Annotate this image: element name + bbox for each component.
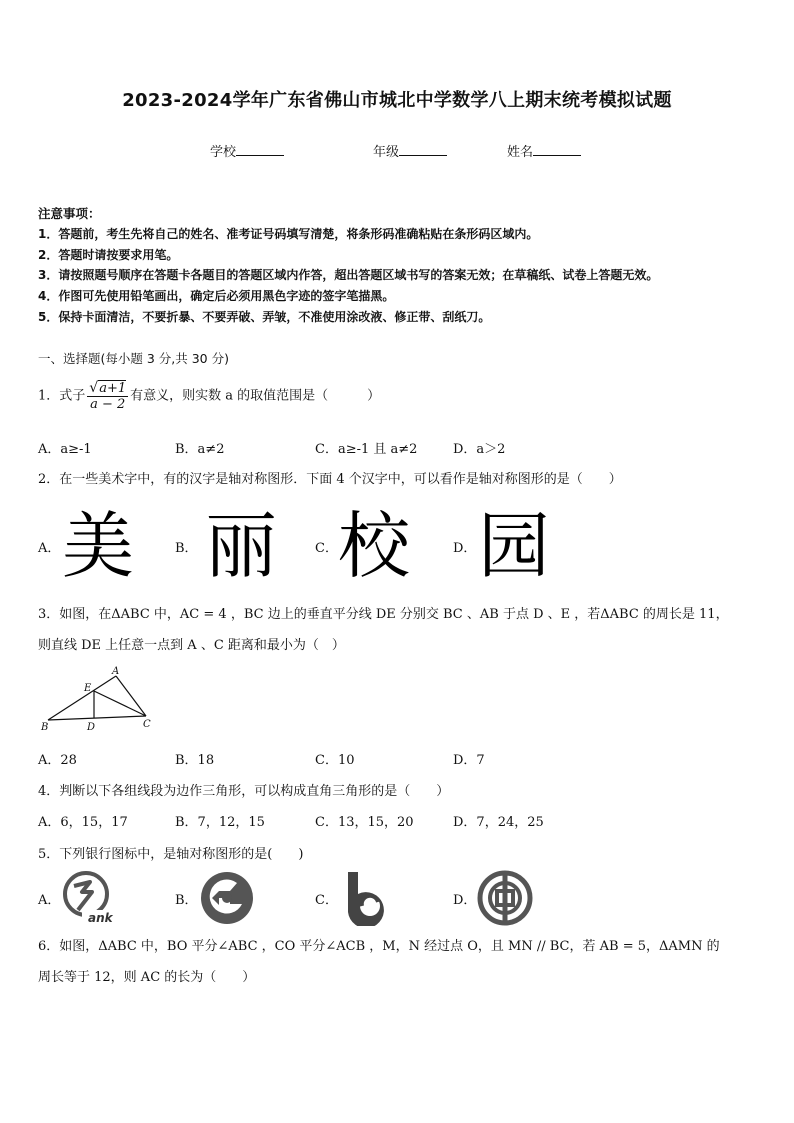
q4-option-d[interactable]: D．7，24，25 xyxy=(453,815,544,830)
q4-option-a[interactable]: A．6，15，17 xyxy=(38,815,128,830)
name-label: 姓名 xyxy=(507,145,534,160)
question-3-line-2: 则直线 DE 上任意一点到 A 、C 距离和最小为（ ） xyxy=(38,638,345,653)
page-title: 2023-2024学年广东省佛山市城北中学数学八上期末统考模拟试题 xyxy=(122,90,672,111)
q2-char-d: 园 xyxy=(478,504,551,588)
q1-fraction: $\frac{√a+1}{a - 2}$ xyxy=(89,380,127,412)
q5-option-b-label[interactable]: B． xyxy=(175,893,198,908)
q1-suffix: 有意义，则实数 a 的取值范围是（ ） xyxy=(130,388,381,404)
q3-point-b: B xyxy=(41,722,49,733)
q3-option-d[interactable]: D．7 xyxy=(453,753,485,768)
q2-char-a: 美 xyxy=(62,504,135,588)
q1-option-d[interactable]: D．a＞2 xyxy=(453,442,506,457)
section-heading: 一、选择题(每小题 3 分,共 30 分) xyxy=(38,351,229,366)
q2-option-c-label[interactable]: C． xyxy=(315,541,338,556)
grade-blank[interactable] xyxy=(399,143,447,156)
notes-heading: 注意事项： xyxy=(38,206,101,221)
q1-denominator: a − 2 xyxy=(90,397,126,412)
q3-point-e: E xyxy=(84,683,92,694)
grade-label: 年级 xyxy=(373,145,400,160)
bank-logo-c-icon xyxy=(338,868,394,926)
q2-option-d-label[interactable]: D． xyxy=(453,541,477,556)
q2-char-b: 丽 xyxy=(205,504,278,588)
bank-logo-d-icon xyxy=(477,870,533,926)
school-field[interactable] xyxy=(210,141,284,160)
question-1 xyxy=(38,380,380,412)
q5-option-d-label[interactable]: D． xyxy=(453,893,477,908)
q5-option-a-label[interactable]: A． xyxy=(38,893,61,908)
name-field[interactable] xyxy=(507,141,581,160)
q2-option-b-label[interactable]: B． xyxy=(175,541,198,556)
note-item: 4．作图可先使用铅笔画出，确定后必须用黑色字迹的签字笔描黑。 xyxy=(38,289,395,303)
q5-option-c-label[interactable]: C． xyxy=(315,893,338,908)
q3-option-b[interactable]: B．18 xyxy=(175,753,215,768)
q4-option-c[interactable]: C．13，15，20 xyxy=(315,815,414,830)
note-item: 1．答题前，考生先将自己的姓名、准考证号码填写清楚，将条形码准确粘贴在条形码区域内。 xyxy=(38,227,539,241)
question-3-line-1: 3．如图，在ΔABC 中，AC = 4 ，BC 边上的垂直平分线 DE 分别交 BC 、AB 于点 D 、E ，若ΔABC 的周长是 11， xyxy=(38,607,729,622)
q1-prefix: 1．式子 xyxy=(38,388,86,404)
school-label: 学校 xyxy=(210,145,237,160)
question-6-line-1: 6．如图，ΔABC 中，BO 平分∠ABC ，CO 平分∠ACB ，M，N 经过点 O，且 MN // BC，若 AB = 5，ΔAMN 的 xyxy=(38,939,720,954)
question-4: 4．判断以下各组线段为边作三角形，可以构成直角三角形的是（ ） xyxy=(38,784,450,799)
grade-field[interactable] xyxy=(373,141,447,160)
question-6-line-2: 周长等于 12，则 AC 的长为（ ） xyxy=(38,970,256,985)
note-item: 2．答题时请按要求用笔。 xyxy=(38,248,179,262)
name-blank[interactable] xyxy=(533,143,581,156)
q3-option-a[interactable]: A．28 xyxy=(38,753,77,768)
note-item: 5．保持卡面清洁，不要折暴、不要弄破、弄皱，不准使用涂改液、修正带、刮纸刀。 xyxy=(38,310,491,324)
q3-point-a: A xyxy=(112,666,120,677)
q2-char-c: 校 xyxy=(338,504,411,588)
q3-triangle-figure xyxy=(38,664,158,736)
q1-option-c[interactable]: C．a≥-1 且 a≠2 xyxy=(315,442,418,457)
school-blank[interactable] xyxy=(236,143,284,156)
q1-option-a[interactable]: A．a≥-1 xyxy=(38,442,92,457)
q3-point-c: C xyxy=(143,719,151,730)
q3-option-c[interactable]: C．10 xyxy=(315,753,355,768)
q4-option-b[interactable]: B．7，12，15 xyxy=(175,815,265,830)
q1-option-b[interactable]: B．a≠2 xyxy=(175,442,225,457)
logo-a-text: ank xyxy=(88,911,113,925)
bank-logo-b-icon xyxy=(199,871,255,925)
q3-point-d: D xyxy=(87,722,96,733)
note-item: 3．请按照题号顺序在答题卡各题目的答题区域内作答，超出答题区域书写的答案无效；在草稿纸、试卷上答题无效。 xyxy=(38,268,659,282)
q2-option-a-label[interactable]: A． xyxy=(38,541,61,556)
q1-numerator: a+1 xyxy=(99,381,127,396)
question-2: 2．在一些美术字中，有的汉字是轴对称图形．下面 4 个汉字中，可以看作是轴对称图形的是（ ） xyxy=(38,472,622,487)
question-5: 5．下列银行图标中，是轴对称图形的是( ) xyxy=(38,847,304,862)
bank-logo-a-icon xyxy=(60,870,116,926)
